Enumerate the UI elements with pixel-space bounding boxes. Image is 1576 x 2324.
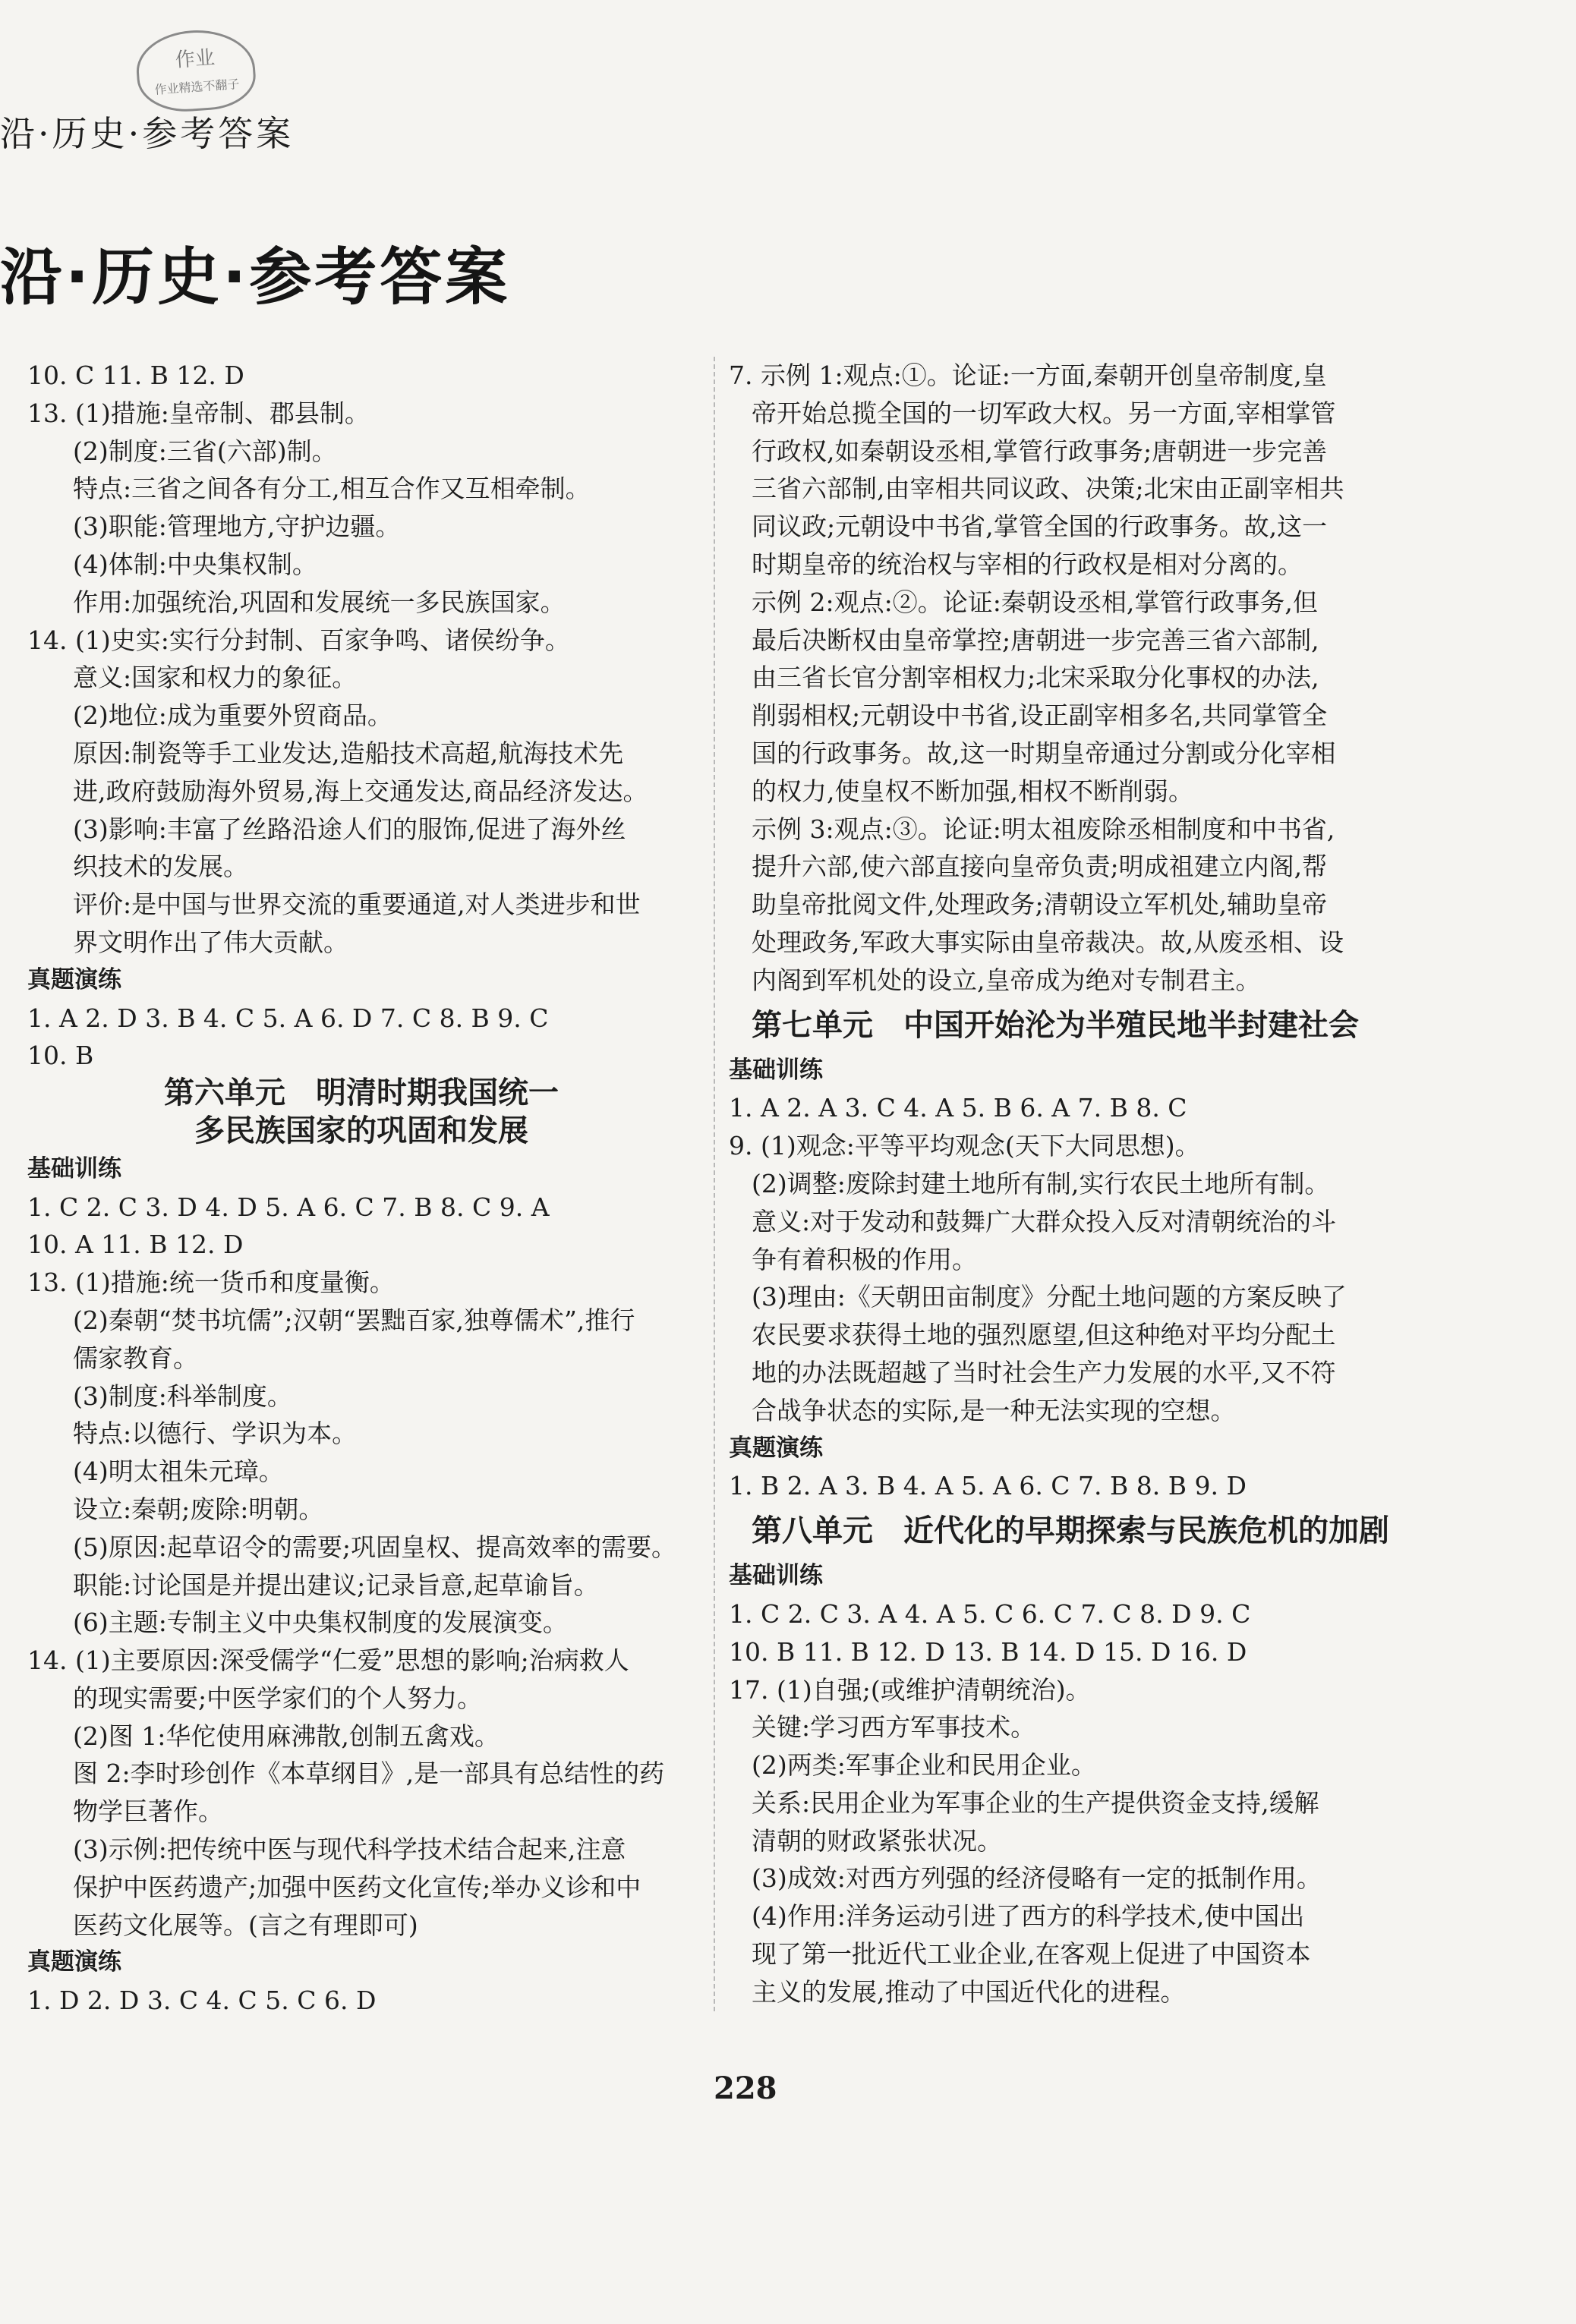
answer-line: (3)影响:丰富了丝路沿途人们的服饰,促进了海外丝 (73, 814, 626, 844)
answer-line: (6)主题:专制主义中央集权制度的发展演变。 (73, 1608, 568, 1638)
answer-line: 特点:以德行、学识为本。 (73, 1419, 358, 1449)
answer-line: 现了第一批近代工业企业,在客观上促进了中国资本 (752, 1939, 1311, 1970)
answer-line: (2)图 1:华佗使用麻沸散,创制五禽戏。 (73, 1721, 500, 1751)
answer-line: 作用:加强统治,巩固和发展统一多民族国家。 (73, 587, 566, 617)
answer-line: 行政权,如秦朝设丞相,掌管行政事务;唐朝进一步完善 (752, 436, 1328, 466)
running-header: 沿·历史·参考答案 (0, 113, 295, 154)
answer-line: 示例 3:观点:③。论证:明太祖废除丞相制度和中书省, (752, 814, 1335, 844)
page-number: 228 (714, 2071, 777, 2106)
answer-line: 示例 2:观点:②。论证:秦朝设丞相,掌管行政事务,但 (752, 587, 1318, 617)
answer-line: 的现实需要;中医学家们的个人努力。 (73, 1683, 483, 1713)
section-heading: 第六单元 明清时期我国统一 (164, 1075, 559, 1111)
answer-line: 界文明作出了伟大贡献。 (73, 927, 348, 957)
answer-line: 13. (1)措施:统一货币和度量衡。 (27, 1267, 395, 1298)
section-heading: 基础训练 (27, 1154, 121, 1182)
answer-line: 意义:对于发动和鼓舞广大群众投入反对清朝统治的斗 (752, 1206, 1337, 1236)
answer-line: (2)秦朝“焚书坑儒”;汉朝“罢黜百家,独尊儒术”,推行 (73, 1305, 635, 1335)
answer-line: 地的办法既超越了当时社会生产力发展的水平,又不符 (752, 1357, 1336, 1387)
answer-line: 农民要求获得土地的强烈愿望,但这种绝对平均分配土 (752, 1320, 1336, 1350)
section-heading: 第八单元 近代化的早期探索与民族危机的加剧 (752, 1513, 1389, 1549)
section-heading: 真题演练 (27, 1948, 121, 1976)
answer-line: 1. A 2. D 3. B 4. C 5. A 6. D 7. C 8. B 9. C (27, 1003, 549, 1033)
answer-line: (3)制度:科举制度。 (73, 1381, 292, 1411)
answer-line: (2)两类:军事企业和民用企业。 (752, 1750, 1096, 1781)
answer-line: 意义:国家和权力的象征。 (73, 663, 358, 693)
answer-line: 图 2:李时珍创作《本草纲目》,是一部具有总结性的药 (73, 1759, 665, 1789)
answer-line: 1. C 2. C 3. D 4. D 5. A 6. C 7. B 8. C 9. A (27, 1192, 550, 1222)
answer-line: 主义的发展,推动了中国近代化的进程。 (752, 1976, 1186, 2007)
answer-line: 7. 示例 1:观点:①。论证:一方面,秦朝开创皇帝制度,皇 (729, 361, 1327, 390)
answer-line: 由三省长官分割宰相权力;北宋采取分化事权的办法, (752, 663, 1319, 693)
answer-line: 1. C 2. C 3. A 4. A 5. C 6. C 7. C 8. D 9. C (729, 1598, 1251, 1629)
answer-line: (4)明太祖朱元璋。 (73, 1456, 284, 1487)
stamp-subtext: 作业精选不翻子 (153, 77, 241, 97)
answer-line: (2)地位:成为重要外贸商品。 (73, 701, 392, 731)
answer-line: 最后决断权由皇帝掌控;唐朝进一步完善三省六部制, (752, 625, 1319, 655)
right-column (714, 357, 1571, 2011)
answer-line: (3)理由:《天朝田亩制度》分配土地问题的方案反映了 (752, 1282, 1347, 1312)
answer-line: 时期皇帝的统治权与宰相的行政权是相对分离的。 (752, 549, 1303, 579)
answer-line: 1. D 2. D 3. C 4. C 5. C 6. D (27, 1985, 377, 2016)
answer-line: 物学巨著作。 (73, 1797, 223, 1827)
homework-stamp (134, 27, 257, 115)
answer-line: 10. C 11. B 12. D (27, 361, 244, 390)
left-column (27, 357, 695, 2020)
answer-line: 特点:三省之间各有分工,相互合作又互相牵制。 (73, 474, 591, 504)
answer-line: 9. (1)观念:平等平均观念(天下大同思想)。 (729, 1131, 1200, 1161)
answer-line: 17. (1)自强;(或维护清朝统治)。 (729, 1674, 1091, 1705)
answer-line: 10. B (27, 1041, 94, 1071)
answer-line: 清朝的财政紧张状况。 (752, 1825, 1002, 1856)
answer-line: 原因:制瓷等手工业发达,造船技术高超,航海技术先 (73, 738, 624, 768)
answer-line: 儒家教育。 (73, 1343, 198, 1373)
answer-line: (4)作用:洋务运动引进了西方的科学技术,使中国出 (752, 1901, 1305, 1932)
answer-line: 削弱相权;元朝设中书省,设正副宰相多名,共同掌管全 (752, 701, 1328, 731)
answer-line: 提升六部,使六部直接向皇帝负责;明成祖建立内阁,帮 (752, 852, 1328, 882)
answer-line: (3)职能:管理地方,守护边疆。 (73, 512, 401, 542)
answer-line: 国的行政事务。故,这一时期皇帝通过分割或分化宰相 (752, 738, 1336, 768)
answer-line: 织技术的发展。 (73, 852, 248, 882)
answer-line: (3)示例:把传统中医与现代科学技术结合起来,注意 (73, 1834, 626, 1865)
section-heading: 基础训练 (729, 1562, 823, 1590)
answer-line: 10. A 11. B 12. D (27, 1230, 244, 1260)
answer-line: 三省六部制,由宰相共同议政、决策;北宋由正副宰相共 (752, 474, 1344, 504)
answer-line: (4)体制:中央集权制。 (73, 549, 317, 579)
answer-line: 1. B 2. A 3. B 4. A 5. A 6. C 7. B 8. B 9. D (729, 1471, 1247, 1501)
answer-line: 14. (1)史实:实行分封制、百家争鸣、诸侯纷争。 (27, 625, 570, 655)
answer-line: 保护中医药遗产;加强中医药文化宣传;举办义诊和中 (73, 1872, 641, 1902)
section-heading: 基础训练 (729, 1056, 823, 1084)
section-heading: 第七单元 中国开始沦为半殖民地半封建社会 (752, 1007, 1359, 1043)
answer-line: (2)制度:三省(六部)制。 (73, 436, 337, 466)
answer-line: 帝开始总揽全国的一切军政大权。另一方面,宰相掌管 (752, 398, 1336, 428)
answer-line: 职能:讨论国是并提出建议;记录旨意,起草谕旨。 (73, 1570, 599, 1600)
answer-line: 14. (1)主要原因:深受儒学“仁爱”思想的影响;治病救人 (27, 1645, 629, 1676)
answer-line: 内阁到军机处的设立,皇帝成为绝对专制君主。 (752, 965, 1261, 995)
answer-line: 评价:是中国与世界交流的重要通道,对人类进步和世 (73, 890, 641, 920)
answer-line: 处理政务,军政大事实际由皇帝裁决。故,从废丞相、设 (752, 927, 1344, 957)
answer-line: 1. A 2. A 3. C 4. A 5. B 6. A 7. B 8. C (729, 1093, 1187, 1123)
answer-line: 10. B 11. B 12. D 13. B 14. D 15. D 16. D (729, 1636, 1247, 1667)
answer-line: 争有着积极的作用。 (752, 1244, 977, 1274)
answer-line: 关系:民用企业为军事企业的生产提供资金支持,缓解 (752, 1787, 1319, 1818)
page-title: 沿·历史·参考答案 (0, 241, 511, 313)
answer-line: 助皇帝批阅文件,处理政务;清朝设立军机处,辅助皇帝 (752, 890, 1328, 920)
answer-line: 同议政;元朝设中书省,掌管全国的行政事务。故,这一 (752, 512, 1328, 542)
answer-line: 设立:秦朝;废除:明朝。 (73, 1494, 324, 1524)
section-heading: 真题演练 (27, 965, 121, 994)
answer-line: 13. (1)措施:皇帝制、郡县制。 (27, 398, 370, 428)
section-heading: 真题演练 (729, 1434, 823, 1462)
answer-line: (2)调整:废除封建土地所有制,实行农民土地所有制。 (752, 1168, 1330, 1198)
section-heading: 多民族国家的巩固和发展 (194, 1113, 528, 1148)
stamp-text: 作业 (174, 46, 216, 72)
answer-line: (5)原因:起草诏令的需要;巩固皇权、提高效率的需要。 (73, 1532, 676, 1562)
answer-line: (3)成效:对西方列强的经济侵略有一定的抵制作用。 (752, 1863, 1322, 1894)
answer-line: 的权力,使皇权不断加强,相权不断削弱。 (752, 776, 1193, 806)
answer-line: 关键:学习西方军事技术。 (752, 1712, 1036, 1743)
answer-line: 合战争状态的实际,是一种无法实现的空想。 (752, 1395, 1236, 1425)
answer-line: 医药文化展等。(言之有理即可) (73, 1910, 418, 1940)
answer-line: 进,政府鼓励海外贸易,海上交通发达,商品经济发达。 (73, 776, 648, 806)
